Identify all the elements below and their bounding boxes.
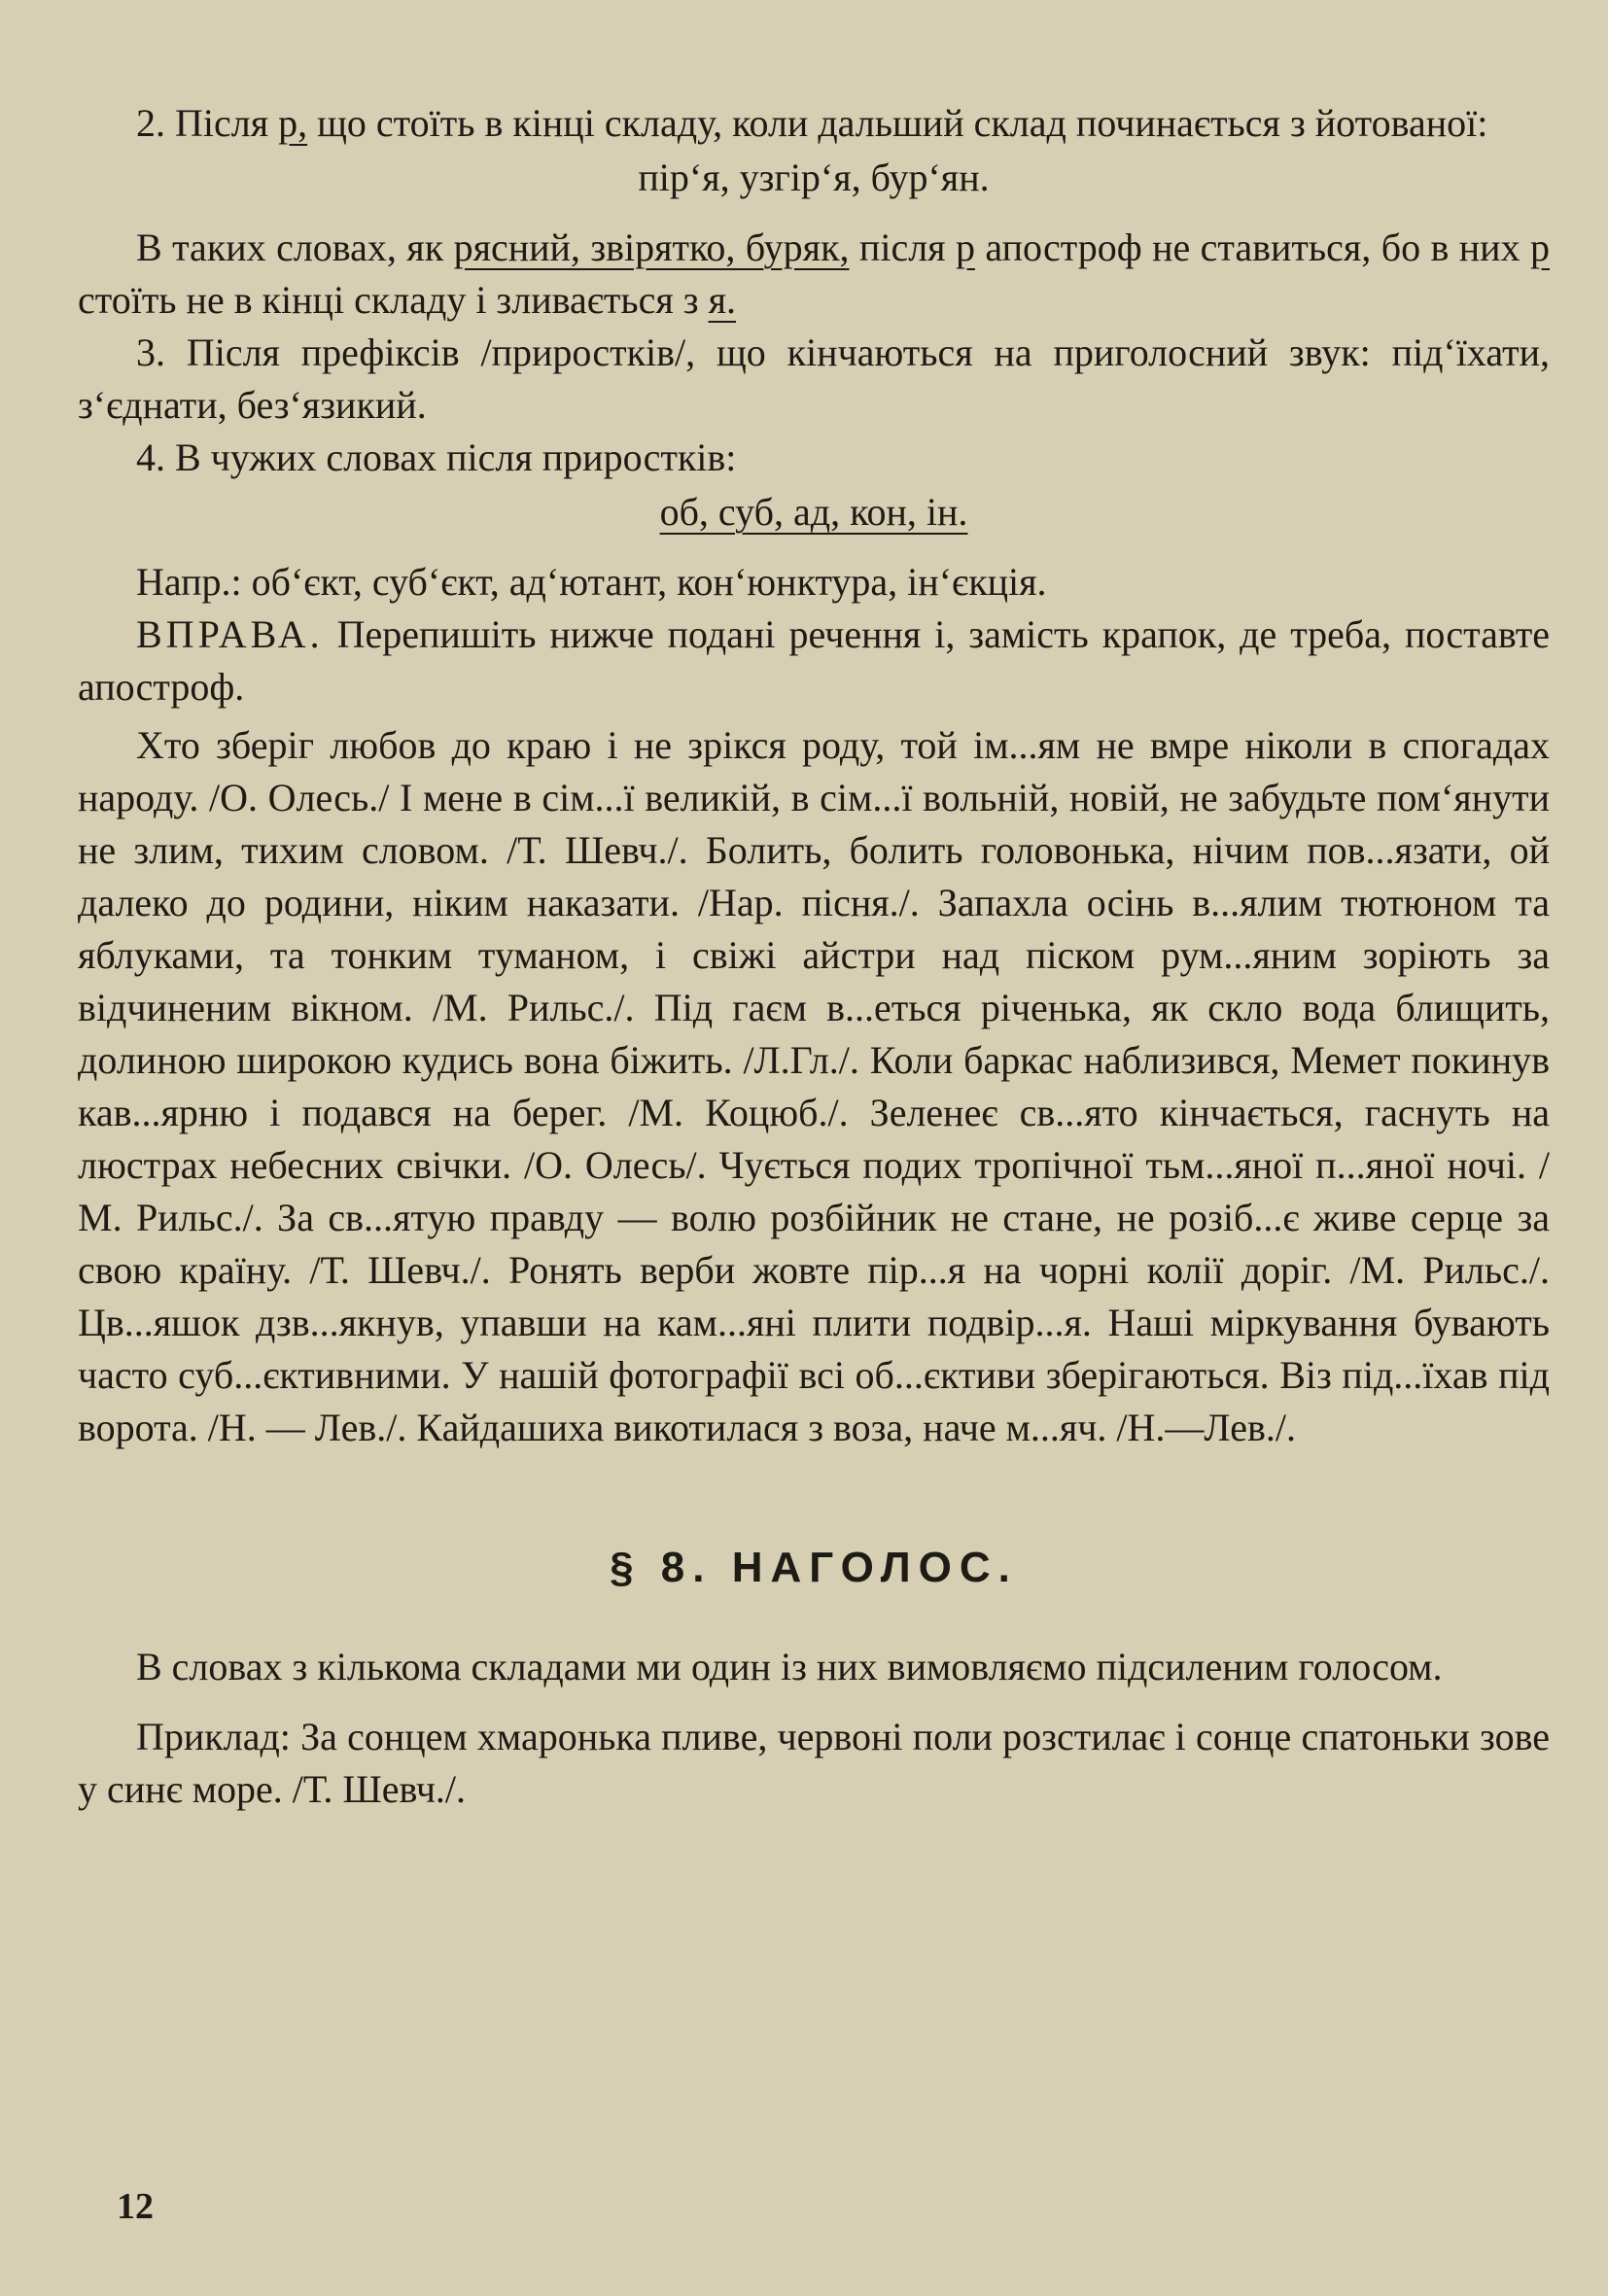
note-lead: В таких словах, як [136,226,454,269]
example-line: Напр.: об‘єкт, суб‘єкт, ад‘ютант, кон‘юнктура, ін‘єкція. [136,560,1047,604]
rule-2-examples: пір‘я, узгір‘я, бур‘ян. [638,156,990,199]
section-paragraph: В словах з кількома складами ми один із них вимовляємо підсиленим голосом. [136,1645,1443,1688]
note-end: стоїть не в кінці складу і зливається з [78,278,709,322]
section-heading: § 8. НАГОЛОС. [610,1544,1018,1591]
note-words: рясний, звірятко, буряк, [453,226,850,269]
page-text [78,97,1550,1816]
section-example: Приклад: За сонцем хмаронька пливе, червоні поли розстилає і сонце спатоньки зове у синє море. /Т. Шевч./. [78,1715,1550,1811]
exercise-heading [78,609,1550,713]
rule-2-letter: р, [278,101,308,145]
rule-4: 4. В чужих словах після приростків: [136,435,737,479]
rule-4-prefixes-text: об, суб, ад, кон, ін. [659,490,968,534]
rule-2-lead: 2. Після [136,101,279,145]
note-paragraph [78,222,1550,327]
note-letter-1: р [955,226,975,269]
note-letter-3: я. [708,278,736,322]
exercise-body: Хто зберіг любов до краю і не зрікся роду, той ім...ям не вмре ніколи в спогадах народу. /О. Олесь./ І мене в сім...ї великій, в сім...ї вольній, новій, не забудьте пом‘янути не злим, тихим словом. /Т. Шевч./. Болить, болить головонька, нічим пов...язати, ой далеко до родини, ніким наказати. /Нар. пісня./. Запахла осінь в...ялим тютюном та яблуками, та тонким туманом, і свіжі айстри над піском рум...яним зоріють за відчиненим вікном. /М. Рильс./. Під гаєм в...еться річенька, як скло вода блищить, долиною широкою кудись вона біжить. /Л.Гл./. Коли баркас наблизився, Мемет покинув кав...ярню і подався на берег. /М. Коцюб./. Зеленеє св...ято кінчається, гаснуть на люстрах небесних свічки. /О. Олесь/. Чується подих тропічної тьм...яної п...яної ночі. /М. Рильс./. За св...ятую правду — волю розбійник не стане, не розіб...є живе серце за свою країну. /Т. Шевч./. Ронять верби жовте пір...я на чорні колії доріг. /М. Рильс./. Цв...яшок дзв...якнув, упавши на кам...яні плити подвір...я. Наші міркування бувають часто суб...єктивними. У нашій фотографії всі об...єктиви зберігаються. Віз під...їхав під ворота. /Н. — Лев./. Кайдашиха викотилася з воза, наче м...яч. /Н.—Лев./. [78,723,1550,1449]
rule-4-prefixes [78,486,1550,539]
exercise-label: ВПРАВА. [136,612,324,656]
rule-2 [78,97,1550,150]
note-mid: після [849,226,956,269]
note-mid-2: апостроф не ставиться, бо в них [974,226,1531,269]
page-number: 12 [117,2186,154,2227]
rule-2-rest: що стоїть в кінці складу, коли дальший склад починається з йотованої: [307,101,1488,145]
note-letter-2: р [1530,226,1551,269]
exercise-instruction: Перепишіть нижче подані речення і, замість крапок, де треба, поставте апостроф. [78,612,1550,709]
rule-3: 3. Після префіксів /приростків/, що кінчаються на приголосний звук: під‘їхати, з‘єднати, без‘язикий. [78,330,1550,427]
